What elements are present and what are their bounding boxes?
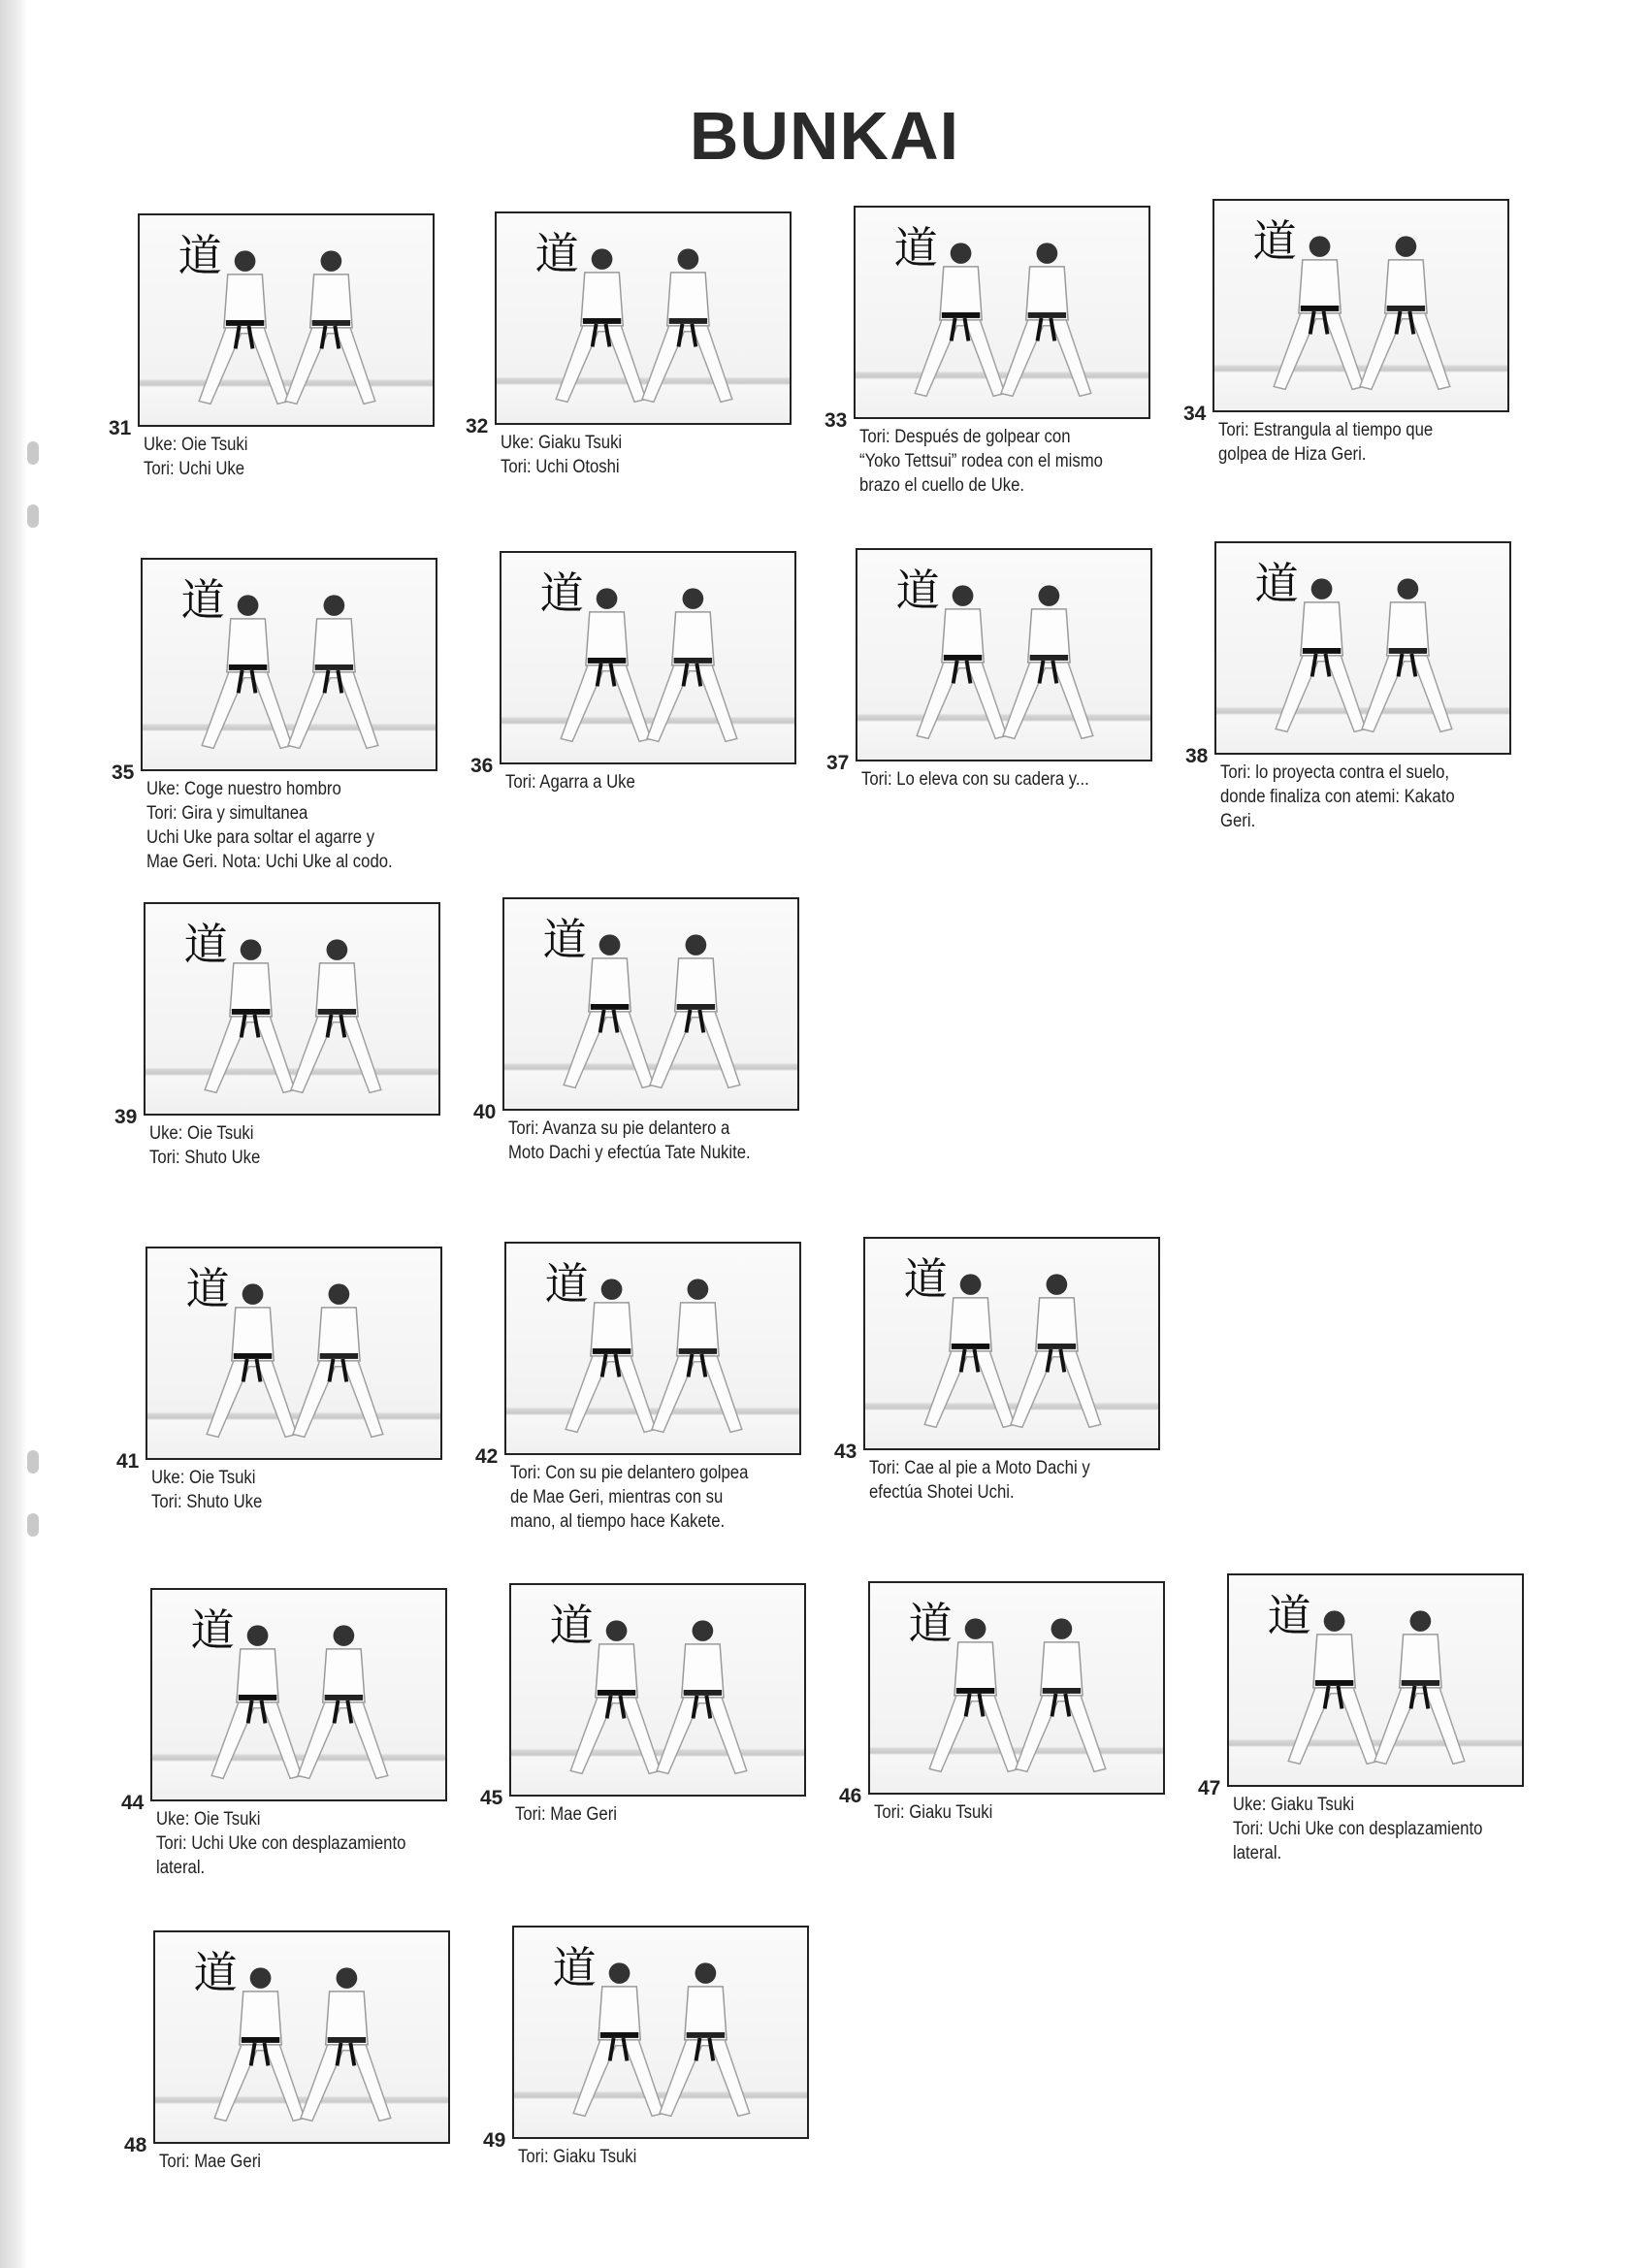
step-caption: Uke: Giaku Tsuki Tori: Uchi Otoshi [501,433,623,477]
binding-hole [27,441,39,465]
step-number: 47 [1198,1777,1221,1799]
dojo-kanji-icon: 道 [539,567,584,619]
step-number: 31 [109,417,132,439]
dojo-kanji-icon: 道 [180,574,225,626]
karate-photo [1212,199,1509,412]
binding-hole [27,504,39,528]
step-caption: Tori: Avanza su pie delantero a Moto Dachi y efectúa Tate Nukite. [508,1118,751,1163]
step-number: 40 [473,1101,497,1123]
step-caption: Uke: Giaku Tsuki Tori: Uchi Uke con desplazamiento lateral. [1233,1795,1483,1863]
dojo-kanji-icon: 道 [185,1263,230,1314]
binding-hole [27,1450,39,1474]
dojo-kanji-icon: 道 [178,230,222,281]
dojo-kanji-icon: 道 [1254,558,1299,609]
step-number: 32 [466,415,489,437]
karate-photo [509,1583,806,1797]
karate-photo [138,213,435,427]
step-caption: Tori: Estrangula al tiempo que golpea de Hiza Geri. [1218,420,1434,465]
step-number: 41 [116,1450,140,1473]
dojo-kanji-icon: 道 [895,565,940,616]
step-caption: Uke: Oie Tsuki Tori: Uchi Uke con desplazamiento lateral. [156,1809,406,1878]
dojo-kanji-icon: 道 [549,1600,594,1651]
karate-photo [504,1242,801,1455]
step-number: 45 [480,1787,503,1809]
step-caption: Tori: lo proyecta contra el suelo, donde finaliza con atemi: Kakato Geri. [1220,762,1455,831]
step-number: 42 [475,1445,499,1468]
dojo-kanji-icon: 道 [190,1604,235,1656]
karate-photo [502,897,799,1111]
step-caption: Uke: Oie Tsuki Tori: Shuto Uke [149,1123,261,1168]
step-number: 39 [114,1106,138,1128]
karate-photo [495,211,792,425]
step-number: 35 [112,761,135,784]
karate-photo [863,1237,1160,1450]
binding-hole [27,1513,39,1537]
step-caption: Uke: Coge nuestro hombro Tori: Gira y simultanea Uchi Uke para soltar el agarre y Mae Geri. Nota: Uchi Uke al codo. [146,779,393,872]
step-caption: Tori: Giaku Tsuki [874,1802,993,1823]
dojo-kanji-icon: 道 [908,1598,953,1649]
dojo-kanji-icon: 道 [544,1258,589,1310]
dojo-kanji-icon: 道 [542,914,587,965]
karate-photo [141,558,437,771]
dojo-kanji-icon: 道 [534,228,579,279]
step-number: 43 [834,1441,857,1463]
step-number: 38 [1185,745,1209,767]
karate-photo [856,548,1152,761]
karate-photo [153,1930,450,2144]
dojo-kanji-icon: 道 [183,919,228,970]
step-caption: Uke: Oie Tsuki Tori: Uchi Uke [144,435,248,479]
step-number: 44 [121,1792,145,1814]
dojo-kanji-icon: 道 [1267,1590,1311,1641]
step-caption: Tori: Después de golpear con “Yoko Tettsui” rodea con el mismo brazo el cuello de Uke. [859,427,1103,496]
karate-photo [868,1581,1165,1795]
page-title: BUNKAI [689,98,960,174]
karate-photo [146,1247,442,1460]
karate-photo [144,902,440,1116]
dojo-kanji-icon: 道 [193,1947,238,1998]
step-number: 33 [824,409,848,432]
step-number: 34 [1183,403,1207,425]
karate-photo [500,551,796,764]
dojo-kanji-icon: 道 [893,222,938,274]
dojo-kanji-icon: 道 [903,1253,948,1305]
step-caption: Tori: Giaku Tsuki [518,2147,637,2167]
step-number: 37 [826,752,850,774]
step-caption: Uke: Oie Tsuki Tori: Shuto Uke [151,1468,263,1512]
step-number: 36 [470,755,494,777]
step-number: 49 [483,2129,506,2152]
step-caption: Tori: Con su pie delantero golpea de Mae Geri, mientras con su mano, al tiempo hace Kakete. [510,1463,749,1532]
dojo-kanji-icon: 道 [552,1942,597,1993]
step-number: 46 [839,1785,862,1807]
step-caption: Tori: Mae Geri [159,2152,261,2172]
step-caption: Tori: Cae al pie a Moto Dachi y efectúa Shotei Uchi. [869,1458,1090,1503]
dojo-kanji-icon: 道 [1252,215,1297,267]
page-binding-edge [0,0,27,2268]
karate-photo [150,1588,447,1801]
karate-photo [1214,541,1511,755]
step-caption: Tori: Lo eleva con su cadera y... [861,769,1089,790]
karate-photo [854,206,1150,419]
karate-photo [1227,1573,1524,1787]
step-caption: Tori: Mae Geri [515,1804,617,1825]
karate-photo [512,1926,809,2139]
step-number: 48 [124,2134,147,2156]
step-caption: Tori: Agarra a Uke [505,772,635,793]
